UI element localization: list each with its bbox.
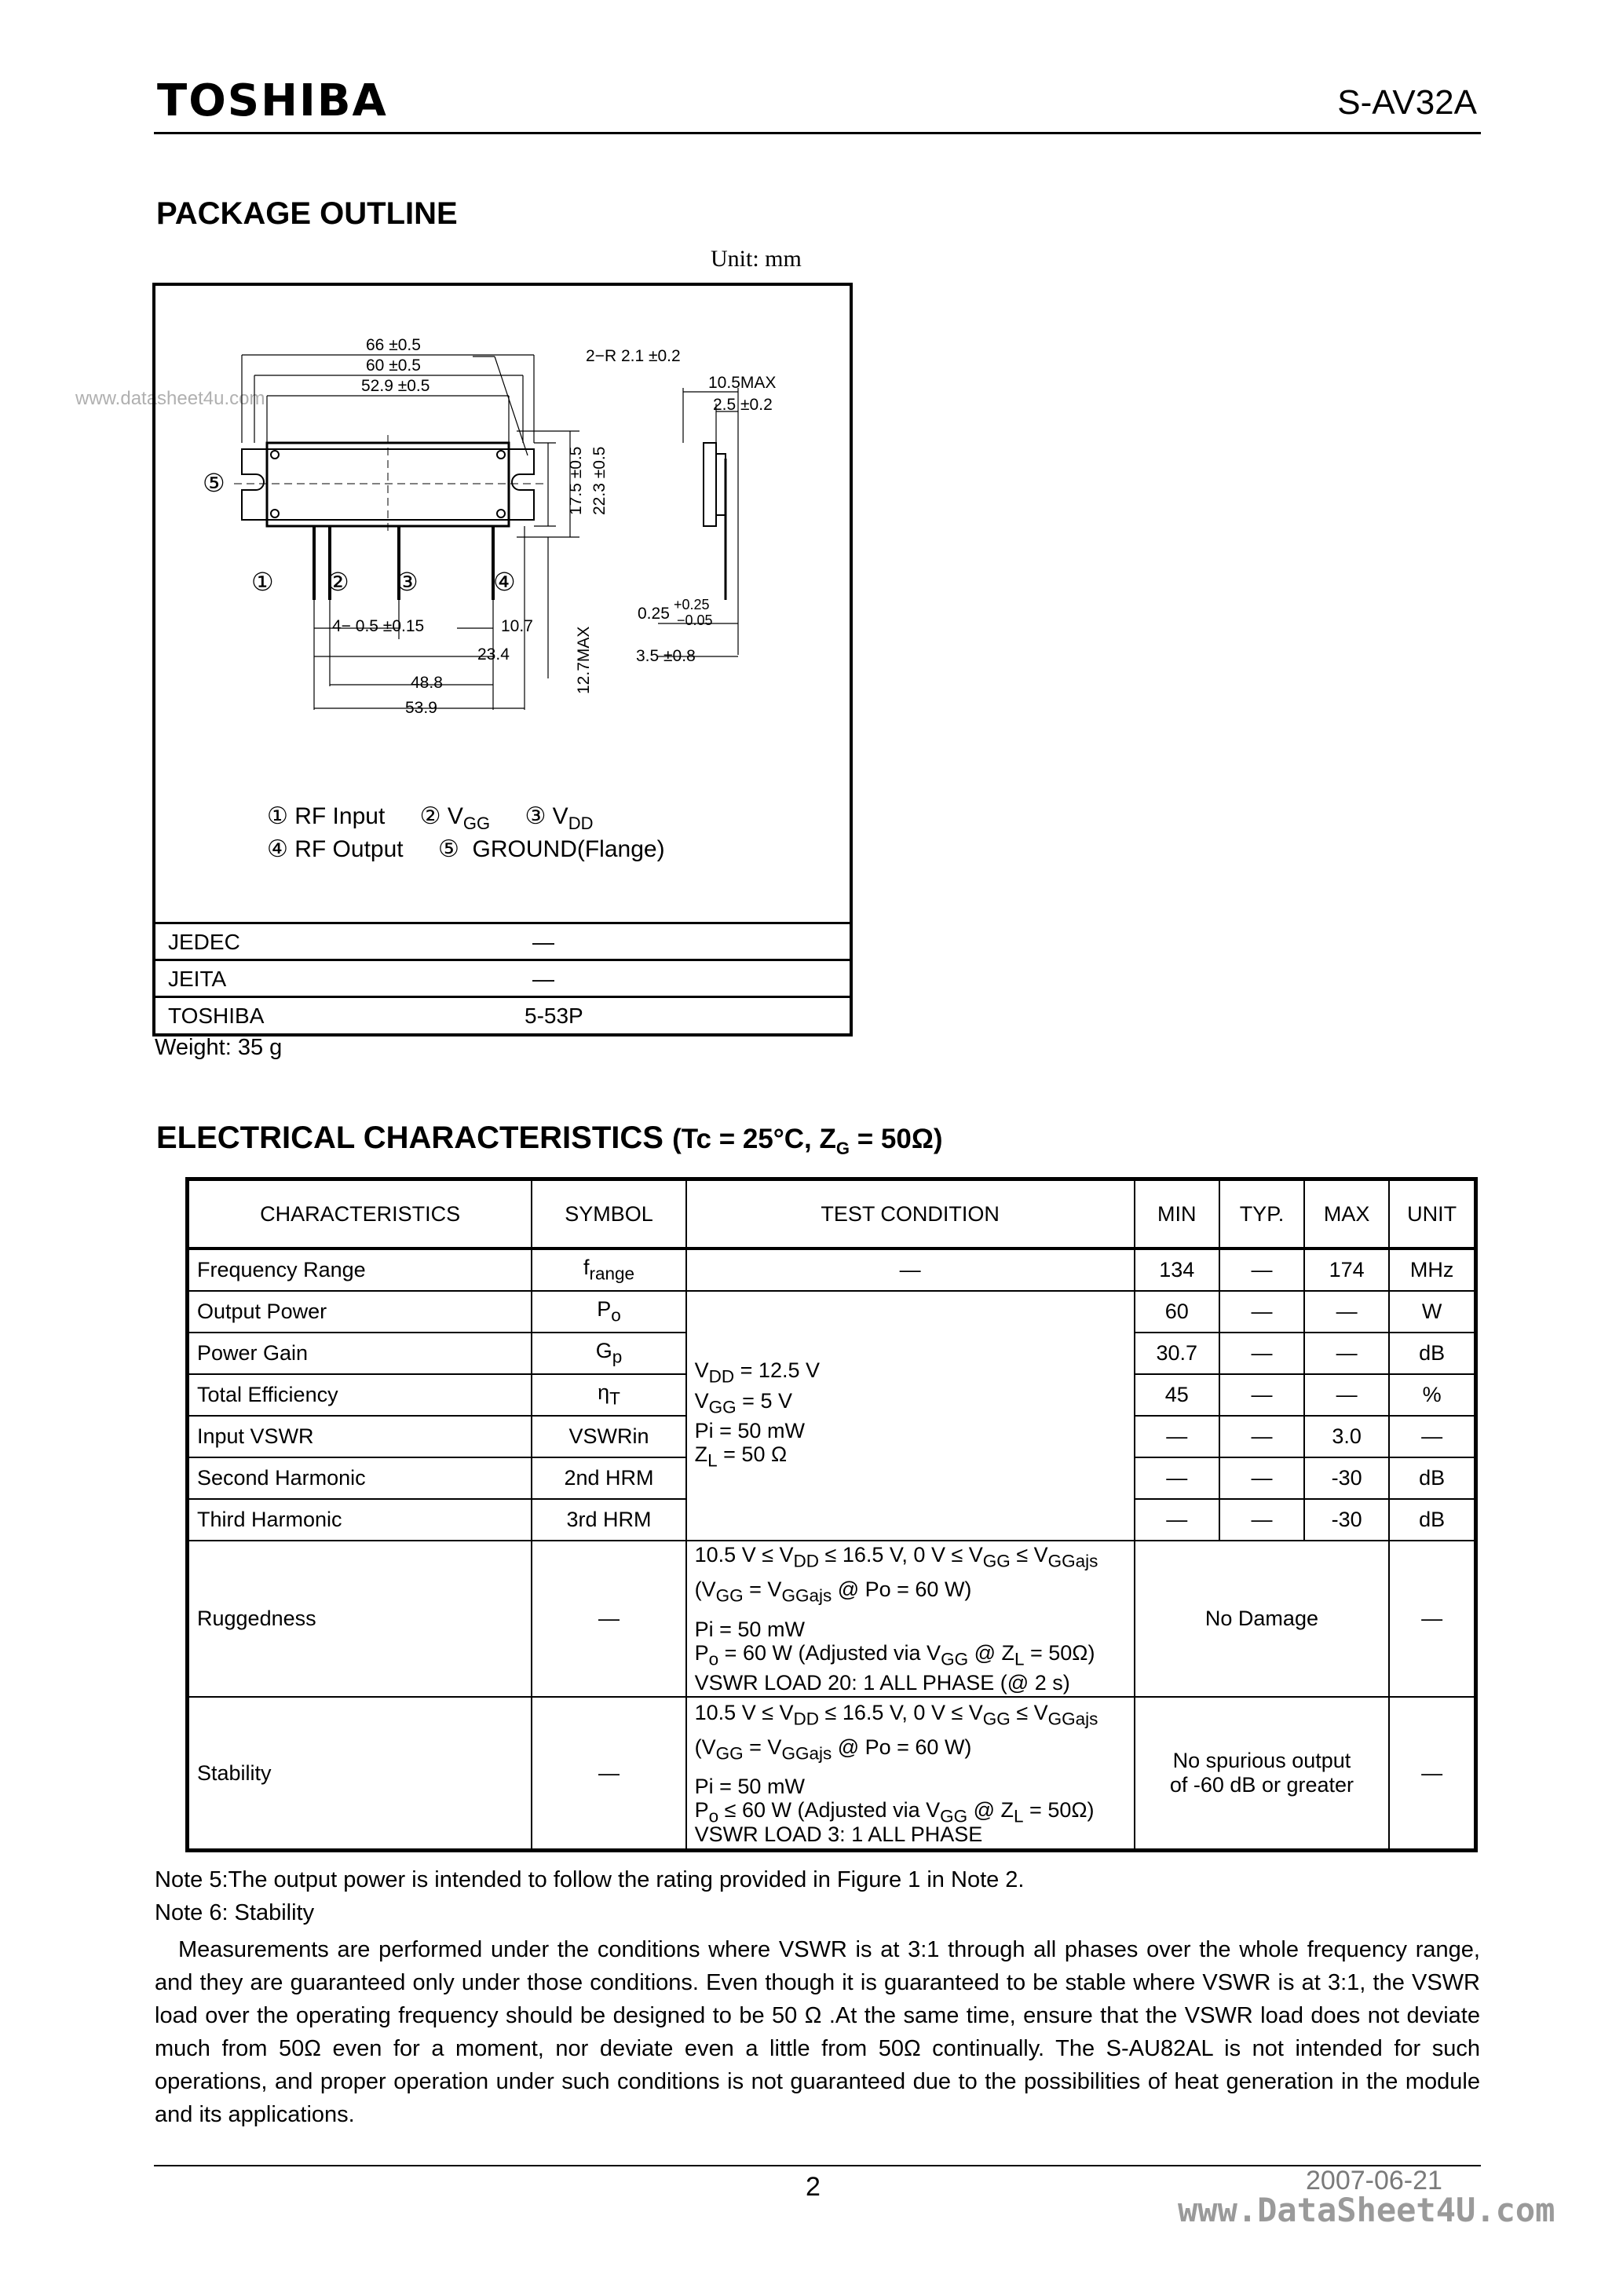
header-max: MAX xyxy=(1304,1179,1389,1249)
pin-legend-line1 xyxy=(267,803,593,834)
header-min: MIN xyxy=(1135,1179,1219,1249)
header-characteristics: CHARACTERISTICS xyxy=(188,1179,532,1249)
table-header-row xyxy=(188,1179,1476,1249)
table-row-ruggedness: Ruggedness — 10.5 $V \le V_{DD} \le 16.5$ V, 0 $V \le V_{GG} \le V_{GGajs}$ ($V_{GG} = V_{GGajs}$ @ Po = 60 W) Pi = 50 mW $P_o = 60$ W (Adjusted via $V_{GG}$ @ $Z_L = 50\Omega$) VSWR LOAD 20: 1 ALL PHASE (@ 2 s) No Damage — xyxy=(188,1541,1476,1697)
table-row: Second Harmonic 2nd HRM — — -30 dB xyxy=(188,1457,1476,1499)
dim-10-7: 10.7 xyxy=(501,617,533,635)
pin-legend-line2 xyxy=(267,835,665,863)
dim-23-4: 23.4 xyxy=(477,645,510,664)
unit-label: Unit: mm xyxy=(711,246,802,272)
pin-marker-1: ① xyxy=(251,567,274,597)
page-number: 2 xyxy=(806,2172,821,2202)
document-date: 2007-06-21 xyxy=(1306,2166,1442,2195)
header-typ: TYP. xyxy=(1219,1179,1304,1249)
pin-legend-rf-input: ① RF Input xyxy=(267,803,386,829)
dim-66: 66 ±0.5 xyxy=(366,336,421,354)
dim-52-9: 52.9 ±0.5 xyxy=(361,377,430,395)
pin-legend-ground: ⑤ GROUND(Flange) xyxy=(437,836,665,862)
pin-legend-rf-output: ④ RF Output xyxy=(267,836,404,862)
weight-label: Weight: 35 g xyxy=(155,1035,283,1060)
header-symbol: SYMBOL xyxy=(532,1179,685,1249)
standard-row-toshiba xyxy=(155,996,850,1033)
standard-label: JEDEC xyxy=(168,930,240,954)
dim-12-7max: 12.7MAX xyxy=(575,626,593,694)
common-test-condition: $V_{DD} = 12.5$ V $V_{GG} = 5$ V Pi = 50 mW $Z_L = 50$ Ω xyxy=(686,1291,1135,1541)
standard-value: — xyxy=(532,930,554,954)
note-5: Note 5:The output power is intended to follow the rating provided in Figure 1 in Note 2. xyxy=(155,1867,1025,1892)
module-flange xyxy=(234,435,543,534)
header-rule xyxy=(154,132,1481,134)
table-row: Output Power $P_o$ $V_{DD} = 12.5$ V $V_{GG} = 5$ V Pi = 50 mW $Z_L = 50$ Ω 60 — — W xyxy=(188,1291,1476,1333)
dim-4-0-5: 4− 0.5 ±0.15 xyxy=(332,617,425,635)
pin-marker-2: ② xyxy=(327,567,349,597)
header-test-condition: TEST CONDITION xyxy=(686,1179,1135,1249)
pin-marker-4: ④ xyxy=(493,567,516,597)
dim-2r21: 2−R 2.1 ±0.2 xyxy=(586,347,681,365)
dim-60: 60 ±0.5 xyxy=(366,356,421,375)
standard-label: TOSHIBA xyxy=(168,1004,265,1028)
standard-row-jeita xyxy=(155,959,850,996)
footer-rule xyxy=(154,2165,1481,2166)
dim-0-25: 0.25 xyxy=(638,605,670,623)
toshiba-logo: TOSHIBA xyxy=(157,75,388,126)
dim-22-3: 22.3 ±0.5 xyxy=(590,446,609,515)
package-outline-title: PACKAGE OUTLINE xyxy=(156,196,458,231)
table-row: Frequency Range $f_{range}$ — 134 — 174 MHz xyxy=(188,1249,1476,1291)
table-row: Total Efficiency $\eta_T$ 45 — — % xyxy=(188,1374,1476,1416)
table-row-stability: Stability — 10.5 $V \le V_{DD} \le 16.5$ V, 0 $V \le V_{GG} \le V_{GGajs}$ ($V_{GG} = V_{GGajs}$ @ Po = 60 W) Pi = 50 mW $P_o \le 60$ W (Adjusted via $V_{GG}$ @ $Z_L = 50\Omega$) VSWR LOAD 3: 1 ALL PHASE No spurious output of -60 dB or greater — xyxy=(188,1697,1476,1851)
document-number: S-AV32A xyxy=(1337,83,1477,122)
header-unit: UNIT xyxy=(1389,1179,1475,1249)
standard-value: — xyxy=(532,967,554,991)
standard-row-jedec xyxy=(155,922,850,959)
pin-legend-vdd: ③ $V_{DD}$ xyxy=(525,803,594,833)
table-row: Input VSWR VSWRin — — 3.0 — xyxy=(188,1416,1476,1457)
standard-value: 5-53P xyxy=(525,1004,583,1028)
footer-watermark: www.DataSheet4U.com xyxy=(1178,2191,1555,2229)
stability-condition: 10.5 $V \le V_{DD} \le 16.5$ V, 0 $V \le V_{GG} \le V_{GGajs}$ ($V_{GG} = V_{GGajs}$ @ Po = 60 W) Pi = 50 mW $P_o \le 60$ W (Adjusted via $V_{GG}$ @ $Z_L = 50\Omega$) VSWR LOAD 3: 1 ALL PHASE xyxy=(686,1697,1135,1851)
electrical-characteristics-table xyxy=(185,1177,1478,1852)
pin-marker-5: ⑤ xyxy=(203,468,225,498)
pin-marker-3: ③ xyxy=(396,567,419,597)
dim-48-8: 48.8 xyxy=(411,674,443,692)
dim-10-5max: 10.5MAX xyxy=(708,374,777,392)
dim-17-5: 17.5 ±0.5 xyxy=(567,446,585,515)
dim-3-5: 3.5 ±0.8 xyxy=(636,647,696,665)
side-watermark: www.datasheet4u.com xyxy=(75,388,265,409)
electrical-characteristics-title: ELECTRICAL CHARACTERISTICS (Tc = 25°C, $Z_G = 50\Omega$) xyxy=(156,1121,943,1158)
standard-label: JEITA xyxy=(168,967,227,991)
note-6-heading: Note 6: Stability xyxy=(155,1900,315,1925)
dim-0-25-minus: −0.05 xyxy=(677,612,713,628)
package-outline-box xyxy=(152,283,853,1036)
dim-0-25-plus: +0.25 xyxy=(674,597,710,612)
dim-53-9: 53.9 xyxy=(405,699,437,717)
pin-legend-vgg: ② $V_{GG}$ xyxy=(419,803,491,833)
table-row: Power Gain $G_p$ 30.7 — — dB xyxy=(188,1333,1476,1374)
dim-2-5: 2.5 ±0.2 xyxy=(713,396,773,414)
table-row: Third Harmonic 3rd HRM — — -30 dB xyxy=(188,1499,1476,1541)
note-6-paragraph: Measurements are performed under the conditions where VSWR is at 3:1 through all phases over the whole frequency range, and they are guaranteed only under those conditions. Even though it is guaranteed to be stable where VSWR is at 3:1, the VSWR load over the operating frequency should be designed to be 50 Ω .At the same time, ensure that the VSWR load does not deviate much from 50Ω even for a moment, nor deviate even a little from 50Ω continually. The S-AU82AL is not intended for such operations, and proper operation under such conditions is not guaranteed due to the possibilities of heat generation in the module and its applications. xyxy=(155,1937,1480,2127)
electrical-conditions: (Tc = 25°C, $Z_G = 50\Omega$) xyxy=(672,1124,943,1158)
ruggedness-condition: 10.5 $V \le V_{DD} \le 16.5$ V, 0 $V \le V_{GG} \le V_{GGajs}$ ($V_{GG} = V_{GGajs}$ @ Po = 60 W) Pi = 50 mW $P_o = 60$ W (Adjusted via $V_{GG}$ @ $Z_L = 50\Omega$) VSWR LOAD 20: 1 ALL PHASE (@ 2 s) xyxy=(686,1541,1135,1697)
